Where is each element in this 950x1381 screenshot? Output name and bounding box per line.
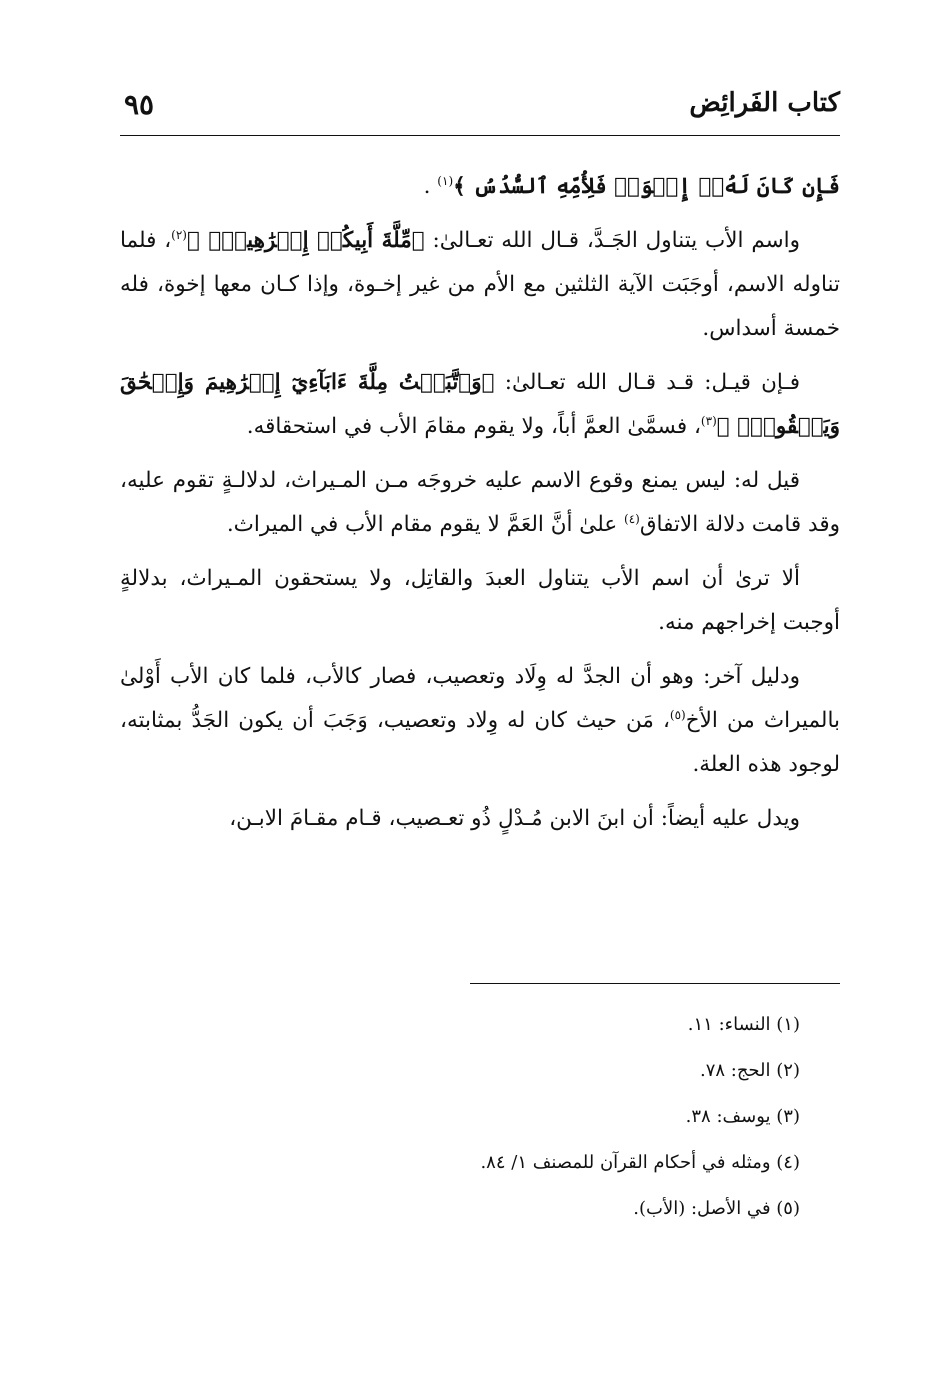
footnote-ref: (٢): [171, 227, 187, 242]
footnote-ref: (٤): [624, 511, 640, 526]
paragraph-1: [120, 165, 840, 209]
footnote-2: (٢) الحج: ٧٨.: [699, 1060, 800, 1081]
footnote-ref: (٣): [700, 413, 717, 428]
text-run: ، فسمَّىٰ العمَّ أباً، ولا يقوم مقامَ الأب في استحقاقه.: [246, 414, 701, 439]
main-text: [120, 165, 840, 851]
footnote-5: (٥) في الأصل: (الأب).: [633, 1198, 800, 1219]
running-title: كتاب الفَرائِض: [689, 88, 840, 118]
quran-verse: ﴿مِّلَّةَ أَبِيكُمۡ إِبۡرَٰهِيمَۚ ﴾: [186, 228, 425, 253]
page-header: [120, 82, 840, 134]
footnote-separator: [470, 983, 840, 984]
text-run: ألا ترىٰ أن اسم الأب يتناول العبدَ والقاتِل، ولا يستحقون المـيراث، بدلالةٍ أوجبت إخراجهم منه.: [120, 566, 840, 635]
page-number: ٩٥: [124, 88, 155, 121]
text-run: علىٰ أنَّ العَمَّ لا يقوم مقام الأب في الميراث.: [226, 512, 625, 537]
footnote-ref: (١): [437, 173, 454, 188]
footnotes: [120, 1002, 800, 1232]
footnote-1: (١) النساء: ١١.: [687, 1014, 800, 1035]
text-run: ، فلما تناوله الاسم، أوجَبَت الآية الثلثين مع الأم من غير إخـوة، وإذا كـان معها إخوة، فله خمسة أسداس.: [120, 228, 840, 341]
text-run: واسم الأب يتناول الجَـدَّ، قـال الله تعـالىٰ:: [424, 228, 801, 253]
footnote-3: (٣) يوسف: ٣٨.: [685, 1106, 800, 1127]
paragraph-2: [120, 219, 840, 351]
header-rule: [120, 135, 840, 136]
text-run: قيل له: ليس يمنع وقوع الاسم عليه خروجَه مـن المـيراث، لدلالـةٍ تقوم عليه، وقد قامت دلالة الاتفاق: [120, 468, 840, 537]
text-run: ودليل آخر: وهو أن الجدَّ له وِلَاد وتعصيب، فصار كالأب، فلما كان الأب أَوْلىٰ بالميراث من الأخ: [120, 664, 840, 733]
text-run: .: [423, 174, 438, 199]
text-run: ويدل عليه أيضاً: أن ابنَ الابن مُـدْلٍ ذُو تعـصيب، قـام مقـامَ الابـن،: [229, 806, 800, 831]
paragraph-4: [120, 459, 840, 547]
paragraph-7: [120, 797, 840, 841]
text-run: ، مَن حيث كان له وِلاد وتعصيب، وَجَبَ أن يكون الجَدُّ بمثابته، لوجود هذه العلة.: [120, 708, 840, 777]
text-run: فـإن قيـل: قـد قـال الله تعـالىٰ:: [494, 370, 800, 395]
quran-verse: فَإِن كَانَ لَهُۥٓ إِخۡوَةٞ فَلِأُمِّهِ ٱلسُّدُسُ ﴾: [453, 174, 840, 199]
footnote-ref: (٥): [669, 707, 686, 722]
footnote-4: (٤) ومثله في أحكام القرآن للمصنف ١/ ٨٤.: [480, 1152, 800, 1173]
paragraph-5: [120, 557, 840, 645]
quran-verse: ﴿وَٱتَّبَعۡتُ مِلَّةَ ءَابَآءِيٓ إِبۡرَٰهِيمَ وَإِسۡحَٰقَ وَيَعۡقُوبَۚ ﴾: [120, 370, 840, 439]
paragraph-6: [120, 655, 840, 787]
paragraph-3: [120, 361, 840, 449]
